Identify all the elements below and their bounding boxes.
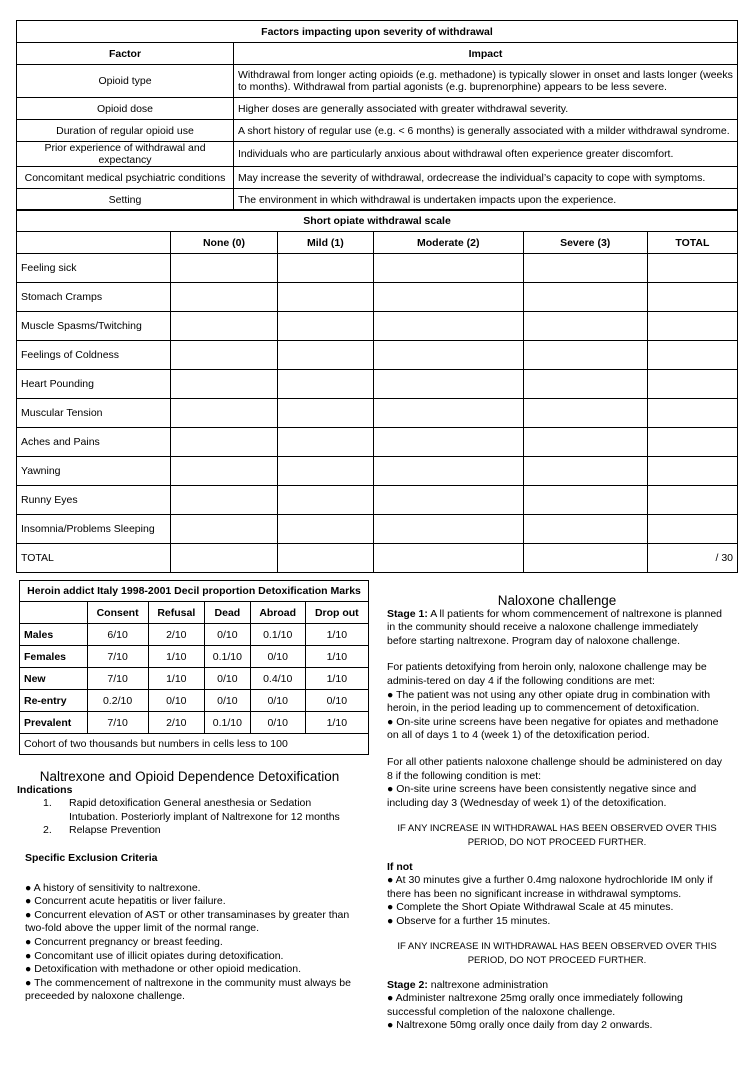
factor-cell: Opioid type: [17, 65, 234, 98]
data-cell: 0.1/10: [250, 624, 305, 646]
data-cell: 0/10: [204, 690, 250, 712]
table-row: [20, 712, 369, 734]
score-cell[interactable]: [523, 515, 647, 544]
factor-col-header: Factor: [17, 43, 234, 65]
list-item: ● On-site urine screens have been negative for opiates and methadone on all of days 1 to 4 (week 1) of the detoxification period.: [387, 715, 719, 742]
indications-label: Indications: [17, 783, 73, 796]
data-cell: 7/10: [87, 646, 148, 668]
data-cell: 1/10: [148, 646, 204, 668]
score-cell[interactable]: [277, 341, 373, 370]
score-cell[interactable]: [277, 515, 373, 544]
impact-cell: Individuals who are particularly anxious about withdrawal often experience greater discomfort.: [234, 142, 738, 167]
heroin-col-header: Dead: [204, 602, 250, 624]
total-cell[interactable]: [647, 515, 737, 544]
score-cell[interactable]: [171, 457, 278, 486]
data-cell: 7/10: [87, 668, 148, 690]
data-cell: 2/10: [148, 712, 204, 734]
table-row: [17, 486, 738, 515]
data-cell: 7/10: [87, 712, 148, 734]
score-cell[interactable]: [277, 399, 373, 428]
data-cell: 0/10: [305, 690, 368, 712]
symptom-label: Aches and Pains: [17, 428, 171, 457]
impact-cell: A short history of regular use (e.g. < 6 months) is generally associated with a milder withdrawal syndrome.: [234, 120, 738, 142]
list-item: ● Concomitant use of illicit opiates during detoxification.: [25, 949, 284, 962]
naltrexone-title: Naltrexone and Opioid Dependence Detoxification: [39, 769, 340, 784]
list-item: ● Observe for a further 15 minutes.: [387, 914, 551, 927]
score-cell[interactable]: [277, 370, 373, 399]
score-cell[interactable]: [277, 457, 373, 486]
data-cell: 0/10: [204, 668, 250, 690]
impact-cell: May increase the severity of withdrawal, ordecrease the individual’s capacity to cope with symptoms.: [234, 167, 738, 189]
score-cell[interactable]: [373, 486, 523, 515]
stage2-paragraph: Stage 2: naltrexone administration: [387, 978, 549, 991]
score-cell[interactable]: [523, 370, 647, 399]
table-row: [20, 668, 369, 690]
score-cell[interactable]: [373, 428, 523, 457]
score-cell[interactable]: [171, 428, 278, 457]
stage1-paragraph: Stage 1: A ll patients for whom commencement of naltrexone is planned in the community should receive a naloxone challenge immediately before starting naltrexone. Program day of naloxone challenge.: [387, 607, 723, 647]
list-item: ● Complete the Short Opiate Withdrawal Scale at 45 minutes.: [387, 901, 674, 914]
heroin-col-header: Consent: [87, 602, 148, 624]
symptom-label: Muscular Tension: [17, 399, 171, 428]
withdrawal-scale-table: [16, 209, 738, 573]
score-cell[interactable]: [171, 283, 278, 312]
heroin-col-header: Drop out: [305, 602, 368, 624]
data-cell: 0/10: [250, 712, 305, 734]
total-cell[interactable]: [647, 254, 737, 283]
total-row-label: TOTAL: [17, 544, 171, 573]
warning-text: IF ANY INCREASE IN WITHDRAWAL HAS BEEN OBSERVED OVER THIS PERIOD, DO NOT PROCEED FURTHER.: [397, 823, 717, 848]
data-cell: 0.1/10: [204, 712, 250, 734]
symptom-label: Runny Eyes: [17, 486, 171, 515]
symptom-label: Feelings of Coldness: [17, 341, 171, 370]
score-cell[interactable]: [373, 312, 523, 341]
row-label: Males: [20, 624, 88, 646]
data-cell: 1/10: [305, 646, 368, 668]
list-item: ● Naltrexone 50mg orally once daily from day 2 onwards.: [387, 1019, 653, 1032]
list-item: ● The patient was not using any other opiate drug in combination with heroin, in the period leading up to commencement of detoxification.: [387, 688, 711, 715]
total-cell[interactable]: [647, 283, 737, 312]
table-row: [17, 312, 738, 341]
impact-col-header: Impact: [234, 43, 738, 65]
symptom-label: Insomnia/Problems Sleeping: [17, 515, 171, 544]
warning-text: IF ANY INCREASE IN WITHDRAWAL HAS BEEN OBSERVED OVER THIS PERIOD, DO NOT PROCEED FURTHER.: [397, 941, 717, 967]
score-cell[interactable]: [277, 428, 373, 457]
list-item: ● A history of sensitivity to naltrexone.: [25, 881, 201, 894]
data-cell: 1/10: [305, 712, 368, 734]
table-row: [20, 690, 369, 712]
scale-col-header: None (0): [171, 232, 278, 254]
row-label: Females: [20, 646, 88, 668]
score-cell[interactable]: [523, 341, 647, 370]
symptom-label: Muscle Spasms/Twitching: [17, 312, 171, 341]
score-cell[interactable]: [277, 254, 373, 283]
if-not-label: If not: [387, 860, 413, 873]
total-cell[interactable]: [647, 457, 737, 486]
factor-cell: Concomitant medical psychiatric conditions: [17, 167, 234, 189]
table-row: [20, 624, 369, 646]
list-item: ● Concurrent elevation of AST or other transaminases by greater than two-fold above the upper limit of the normal range.: [25, 908, 350, 935]
total-cell[interactable]: [647, 428, 737, 457]
score-cell[interactable]: [171, 515, 278, 544]
total-row: [17, 544, 738, 573]
table-row: [17, 428, 738, 457]
scale-col-header: Severe (3): [523, 232, 647, 254]
data-cell: 1/10: [305, 624, 368, 646]
heroin-table-title: Heroin addict Italy 1998-2001 Decil proportion Detoxification Marks: [20, 581, 369, 602]
naloxone-section: [387, 594, 727, 1033]
table-row: [17, 457, 738, 486]
table-row: [17, 254, 738, 283]
score-cell[interactable]: [277, 312, 373, 341]
data-cell: 0/10: [148, 690, 204, 712]
data-cell: 2/10: [148, 624, 204, 646]
impact-cell: Withdrawal from longer acting opioids (e.g. methadone) is typically slower in onset and lasts longer (weeks to months). Withdrawal from partial agonists (e.g. buprenorphine) appears to be less severe.: [234, 65, 738, 98]
factor-cell: Prior experience of withdrawal and expectancy: [17, 142, 234, 167]
factor-cell: Setting: [17, 189, 234, 211]
score-cell[interactable]: [277, 486, 373, 515]
score-cell[interactable]: [277, 283, 373, 312]
impact-cell: The environment in which withdrawal is undertaken impacts upon the experience.: [234, 189, 738, 211]
scale-title: Short opiate withdrawal scale: [17, 210, 738, 232]
data-cell: 0/10: [250, 646, 305, 668]
table-row: [17, 341, 738, 370]
total-cell[interactable]: [647, 341, 737, 370]
scale-col-header: TOTAL: [647, 232, 737, 254]
data-cell: 6/10: [87, 624, 148, 646]
score-cell[interactable]: [171, 312, 278, 341]
score-cell[interactable]: [523, 544, 647, 573]
table-row: [17, 399, 738, 428]
score-cell[interactable]: [373, 341, 523, 370]
score-cell[interactable]: [523, 283, 647, 312]
data-cell: 0/10: [204, 624, 250, 646]
heroin-table-footer: Cohort of two thousands but numbers in cells less to 100: [20, 734, 369, 755]
heroin-intro: For patients detoxifying from heroin only, naloxone challenge may be adminis-tered on day 4 if the following conditions are met:: [387, 661, 707, 687]
data-cell: 0.4/10: [250, 668, 305, 690]
symptom-label: Stomach Cramps: [17, 283, 171, 312]
data-cell: 0.2/10: [87, 690, 148, 712]
score-cell[interactable]: [171, 486, 278, 515]
score-cell[interactable]: [373, 544, 523, 573]
score-cell[interactable]: [523, 254, 647, 283]
total-cell[interactable]: [647, 486, 737, 515]
data-cell: 1/10: [148, 668, 204, 690]
list-item: ● Administer naltrexone 25mg orally once immediately following successful completion of the naloxone challenge.: [387, 992, 683, 1018]
scale-col-header: Moderate (2): [373, 232, 523, 254]
heroin-col-header: Refusal: [148, 602, 204, 624]
score-cell[interactable]: [171, 399, 278, 428]
data-cell: 0/10: [250, 690, 305, 712]
table-row: [17, 515, 738, 544]
score-cell[interactable]: [373, 457, 523, 486]
score-cell[interactable]: [523, 399, 647, 428]
naloxone-title: Naloxone challenge: [497, 593, 617, 608]
score-cell[interactable]: [171, 370, 278, 399]
factor-cell: Opioid dose: [17, 98, 234, 120]
naltrexone-section: [17, 770, 362, 1004]
score-cell[interactable]: [373, 283, 523, 312]
list-item: ● On-site urine screens have been consistently negative since and including day 3 (Wednesday of week 1) of the detoxification.: [387, 783, 697, 809]
score-cell[interactable]: [171, 341, 278, 370]
score-cell[interactable]: [373, 515, 523, 544]
factors-title: Factors impacting upon severity of withdrawal: [17, 21, 738, 43]
list-item: 2. Relapse Prevention: [43, 824, 161, 837]
row-label: New: [20, 668, 88, 690]
exclusion-list: [25, 882, 362, 1004]
heroin-detox-table: [19, 580, 369, 755]
score-cell[interactable]: [373, 399, 523, 428]
symptom-label: Feeling sick: [17, 254, 171, 283]
indications-list: [43, 797, 362, 838]
score-cell[interactable]: [523, 428, 647, 457]
list-item: ● Detoxification with methadone or other opioid medication.: [25, 963, 301, 976]
table-row: [17, 283, 738, 312]
scale-col-header: Mild (1): [277, 232, 373, 254]
data-cell: 1/10: [305, 668, 368, 690]
score-cell[interactable]: [523, 486, 647, 515]
factors-table: [16, 20, 738, 211]
list-item: ● Concurrent pregnancy or breast feeding.: [25, 935, 223, 948]
data-cell: 0.1/10: [204, 646, 250, 668]
symptom-label: Yawning: [17, 457, 171, 486]
other-intro: For all other patients naloxone challenge should be administered on day 8 if the following condition is met:: [387, 755, 723, 782]
score-cell[interactable]: [277, 544, 373, 573]
heroin-col-header: Abroad: [250, 602, 305, 624]
symptom-label: Heart Pounding: [17, 370, 171, 399]
exclusion-label: Specific Exclusion Criteria: [25, 851, 158, 864]
score-cell[interactable]: [523, 457, 647, 486]
score-cell[interactable]: [523, 312, 647, 341]
score-cell[interactable]: [373, 254, 523, 283]
score-cell[interactable]: [171, 544, 278, 573]
list-item: ● The commencement of naltrexone in the community must always be preceeded by naloxone challenge.: [25, 976, 351, 1003]
factor-cell: Duration of regular opioid use: [17, 120, 234, 142]
row-label: Re-entry: [20, 690, 88, 712]
list-item: ● Concurrent acute hepatitis or liver failure.: [25, 895, 226, 908]
total-cell[interactable]: [647, 370, 737, 399]
score-cell[interactable]: [373, 370, 523, 399]
total-cell[interactable]: [647, 399, 737, 428]
table-row: [17, 370, 738, 399]
list-item: ● At 30 minutes give a further 0.4mg naloxone hydrochloride IM only if there has been no significant increase in withdrawal symptoms.: [387, 874, 713, 900]
grand-total-cell: / 30: [647, 544, 737, 573]
heroin-corner-cell: [20, 602, 88, 624]
scale-corner-cell: [17, 232, 171, 254]
total-cell[interactable]: [647, 312, 737, 341]
score-cell[interactable]: [171, 254, 278, 283]
impact-cell: Higher doses are generally associated with greater withdrawal severity.: [234, 98, 738, 120]
table-row: [20, 646, 369, 668]
row-label: Prevalent: [20, 712, 88, 734]
list-item: 1. Rapid detoxification General anesthesia or Sedation Intubation. Posteriorly implant of Naltrexone for 12 months: [43, 797, 340, 823]
